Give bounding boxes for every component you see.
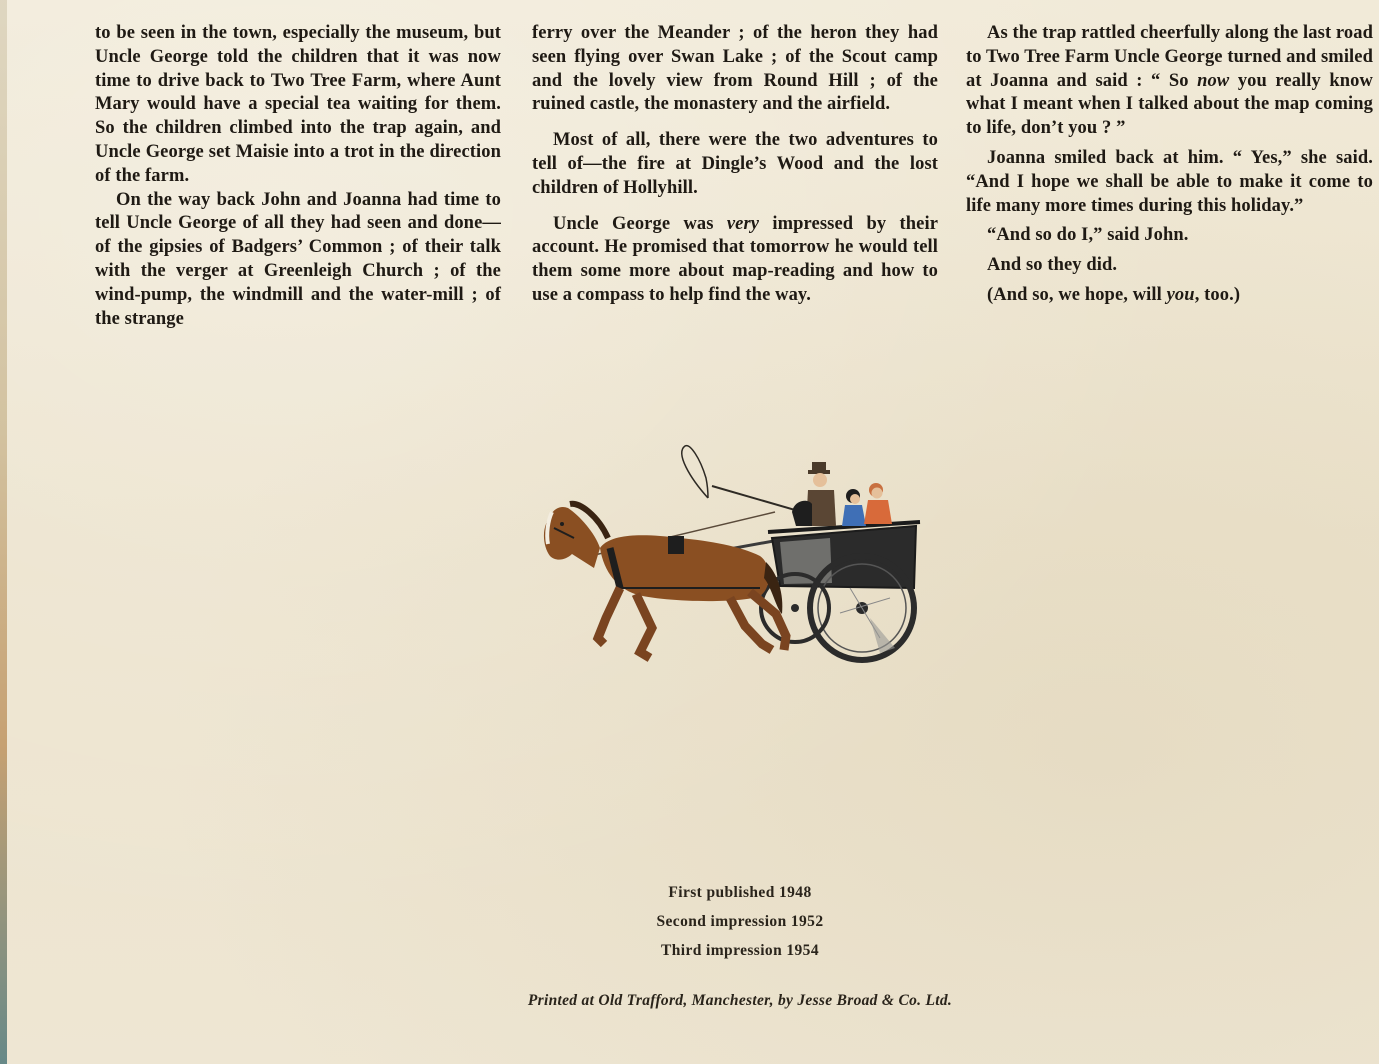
imprint-line-2: Second impression 1952: [656, 913, 824, 930]
paragraph: [966, 22, 1373, 141]
text-run: Uncle George was: [553, 213, 727, 234]
text-run: , too.): [1194, 284, 1241, 305]
imprint-line-3: Third impression 1954: [661, 942, 819, 959]
dog-figure: [792, 501, 812, 526]
whip-stick: [712, 486, 802, 512]
paragraph: Joanna smiled back at him. “ Yes,” she said. “And I hope we shall be able to make it come to life many more times during this holiday.”: [966, 147, 1373, 216]
text-run: impressed by their account. He promised that tomorrow he would tell them some more about map-reading and how to use a compass to help find the way.: [532, 213, 939, 305]
text-column-1: [95, 22, 501, 331]
joanna-figure: [842, 489, 866, 526]
paragraph: On the way back John and Joanna had time to tell Uncle George of all they had seen and done—of the gipsies of Badgers’ Common ; of their talk with the verger at Greenleigh Church ; of the wind-pump, the windmill and the water-mill ; of the strange: [95, 189, 501, 329]
paragraph: [532, 213, 938, 308]
imprint-line-1: First published 1948: [668, 884, 812, 901]
text-run: As the trap rattled cheerfully along the last road to Two Tree Farm Uncle George turned and smiled at Joanna and said : “ So: [966, 23, 1373, 91]
page-left-edge: [0, 0, 7, 1064]
horse-figure: [544, 504, 786, 658]
text-column-2: [532, 22, 938, 308]
paragraph: And so they did.: [987, 255, 1118, 276]
john-figure: [864, 483, 892, 524]
text-column-3: [966, 22, 1373, 308]
text-run: you really know what I meant when I talked about the map coming to life, don’t you ? ”: [966, 70, 1373, 139]
paragraph: ferry over the Meander ; of the heron they had seen flying over Swan Lake ; of the Scout camp and the lovely view from Round Hill ; of the ruined castle, the monastery and the airfield.: [532, 23, 938, 115]
emphasis: you: [1166, 284, 1195, 305]
paragraph: “And so do I,” said John.: [987, 225, 1189, 246]
whip-lash: [682, 446, 708, 498]
paragraph: to be seen in the town, especially the museum, but Uncle George told the children that it was now time to drive back to Two Tree Farm, where Aunt Mary would have a special tea waiting for them. So the children climbed into the trap again, and Uncle George set Maisie into a trot in the direction of the farm.: [95, 23, 501, 186]
horse-and-trap-illustration: [540, 438, 935, 670]
text-run: (And so, we hope, will: [987, 284, 1167, 305]
emphasis: very: [726, 213, 760, 234]
printer-credit: Printed at Old Trafford, Manchester, by Jesse Broad & Co. Ltd.: [527, 992, 953, 1009]
paragraph: [966, 284, 1373, 308]
paragraph: Most of all, there were the two adventures to tell of—the fire at Dingle’s Wood and the lost children of Hollyhill.: [532, 130, 938, 198]
emphasis: now: [1197, 70, 1230, 91]
